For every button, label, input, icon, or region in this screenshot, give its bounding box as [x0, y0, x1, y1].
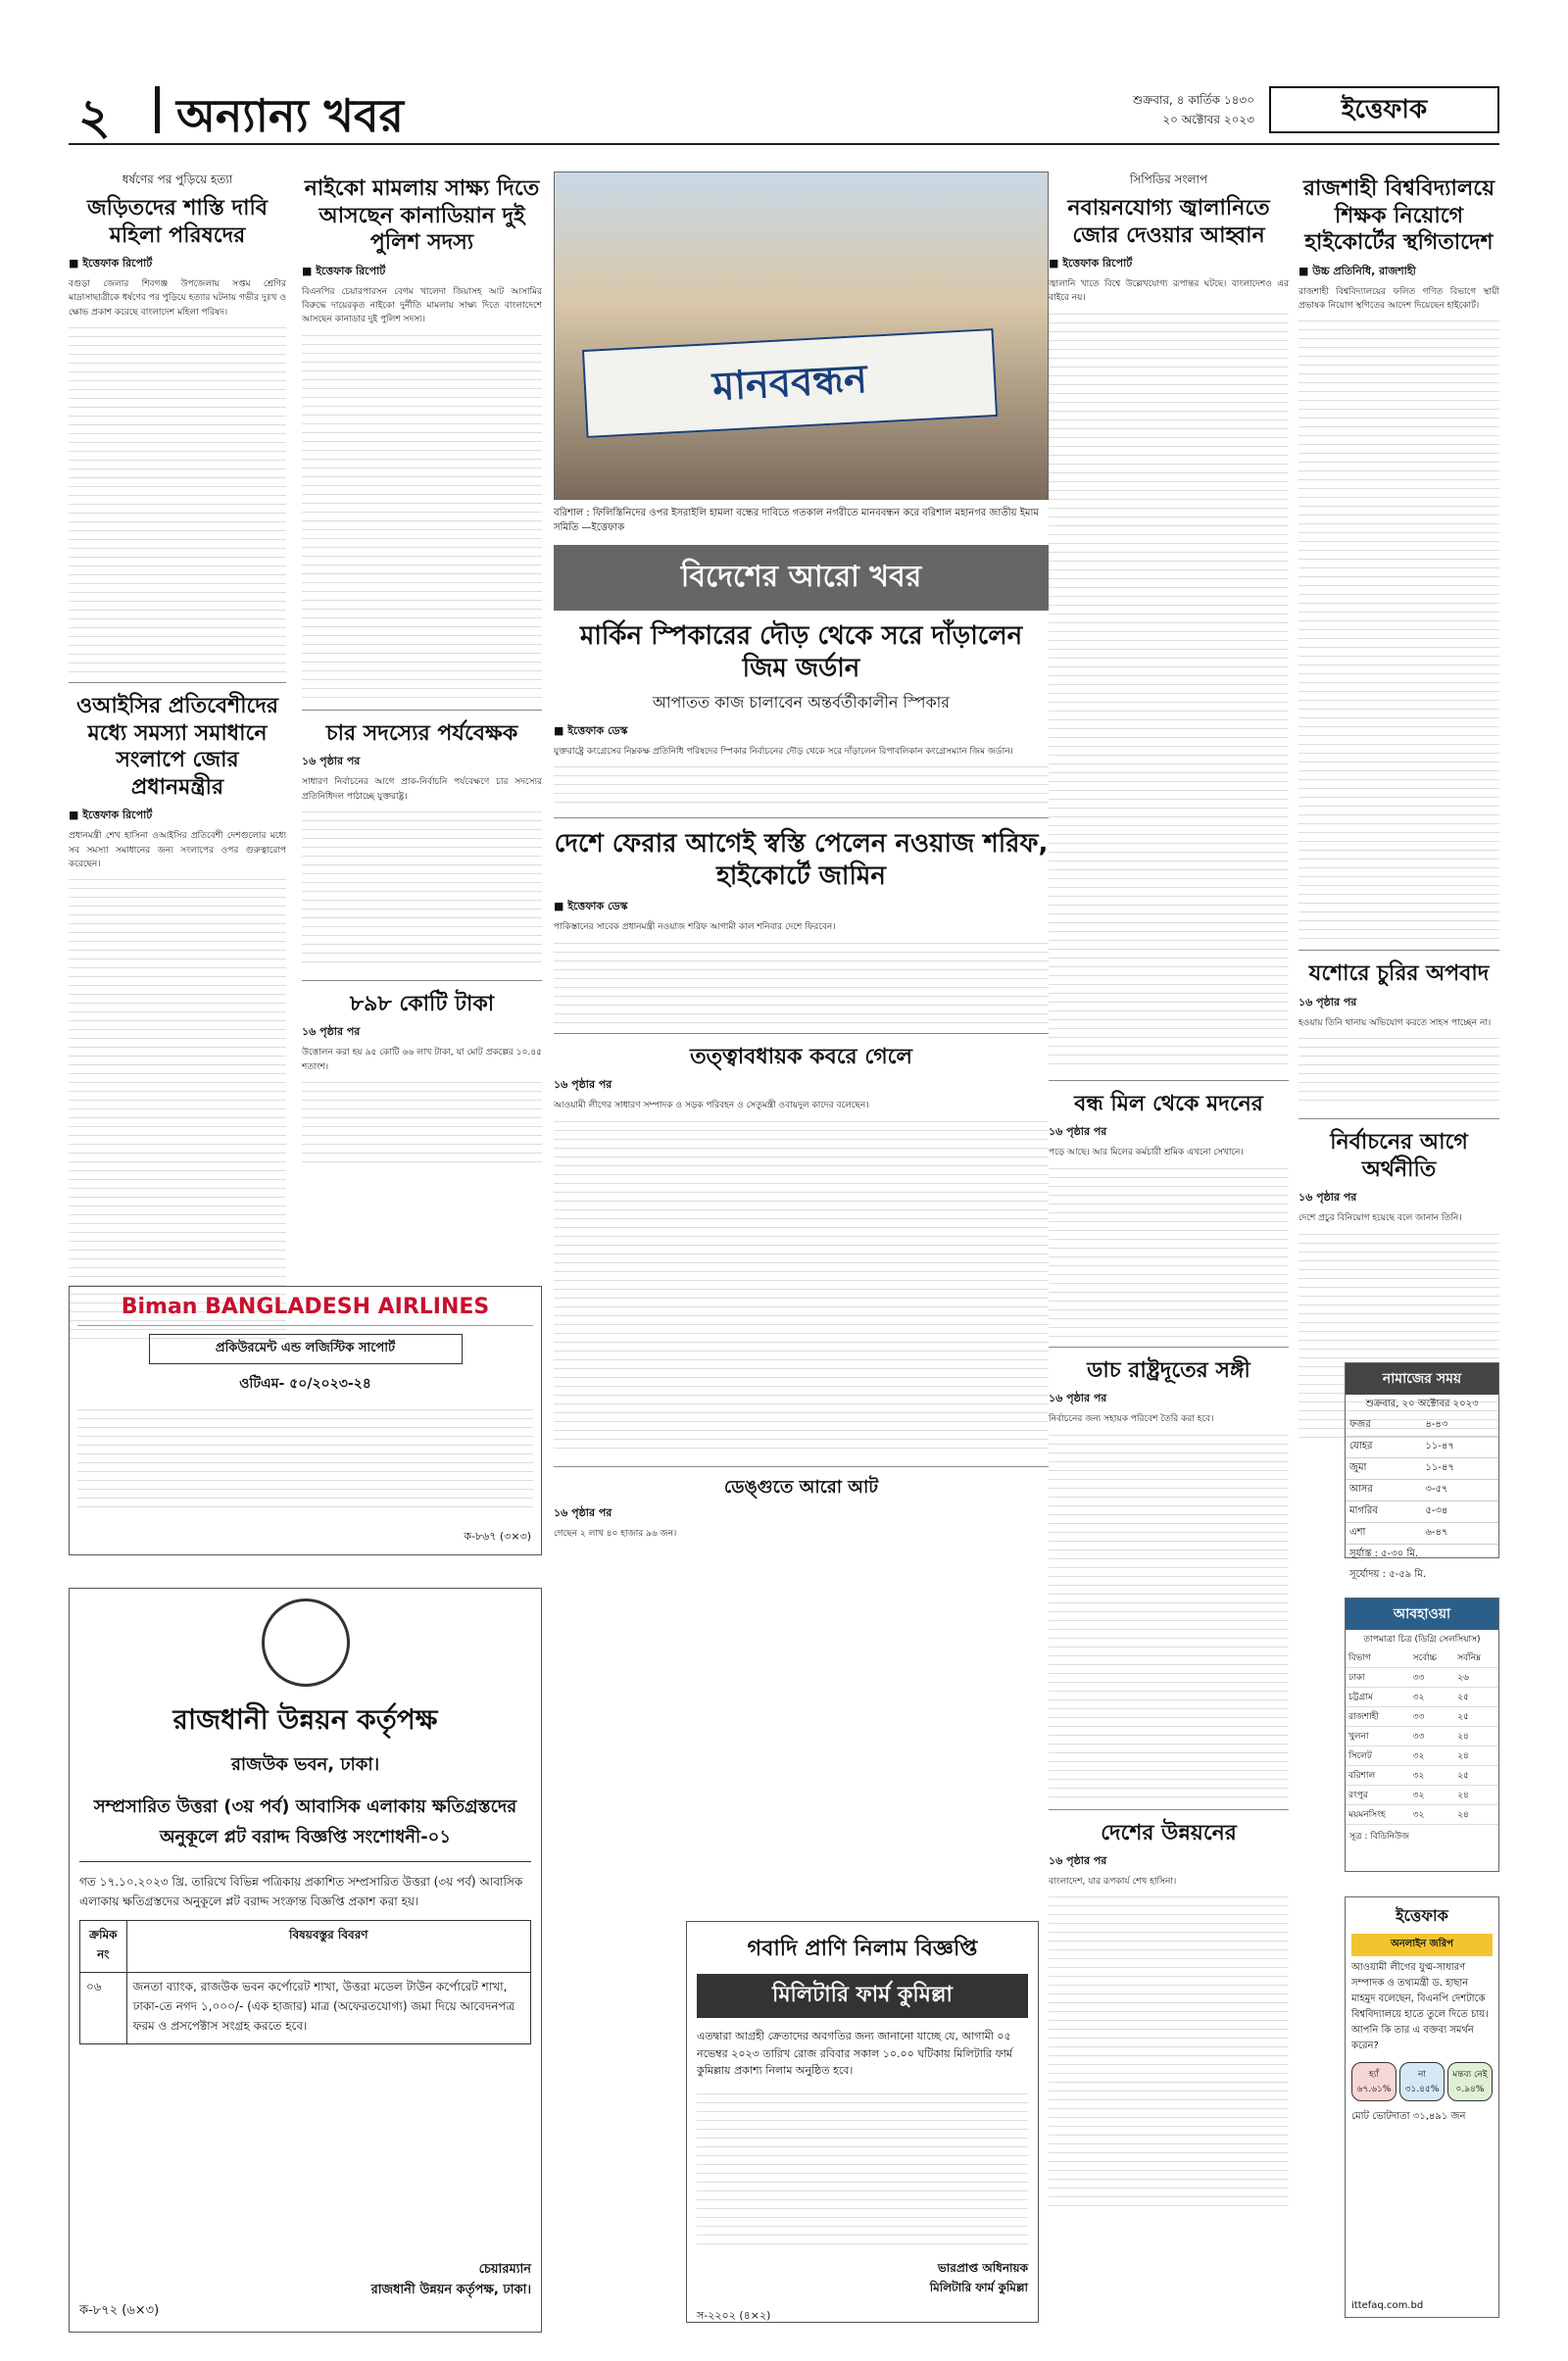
max-temp: ৩৩ [1410, 1727, 1455, 1746]
poll-url[interactable]: ittefaq.com.bd [1351, 2300, 1424, 2311]
table-row [1346, 1480, 1498, 1501]
poll-tag: অনলাইন জরিপ [1351, 1934, 1493, 1956]
table-header: বিষয়বস্তুর বিবরণ [126, 1920, 530, 1972]
poll-no[interactable]: না ৩১.৪৫% [1399, 2062, 1445, 2101]
story-body-filler [1049, 1427, 1289, 1799]
story-byline: ■ ইত্তেফাক রিপোর্ট [1049, 257, 1133, 270]
rajuk-signer-org: রাজধানী উন্নয়ন কর্তৃপক্ষ, ঢাকা। [370, 2283, 531, 2297]
table-header: ক্রমিক নং [80, 1920, 127, 1972]
divider [302, 710, 542, 711]
story-headline[interactable]: রাজশাহী বিশ্ববিদ্যালয়ে শিক্ষক নিয়োগে হাইকোর্টের স্থগিতাদেশ [1302, 176, 1495, 255]
date-bangla: শুক্রবার, ৪ কার্তিক ১৪৩০ [1132, 93, 1254, 107]
prayer-name: যোহর [1346, 1437, 1421, 1458]
story-body-filler [554, 935, 1049, 1023]
biman-reference: ওটিএম- ৫০/২০২৩-২৪ [239, 1376, 371, 1392]
poll-results [1351, 2062, 1493, 2101]
prayer-table [1346, 1415, 1498, 1545]
story-byline: ■ ইত্তেফাক রিপোর্ট [69, 809, 153, 822]
story-headline[interactable]: ৮৯৮ কোটি টাকা [349, 991, 495, 1016]
story-headline[interactable]: নবায়নযোগ্য জ্বালানিতে জোর দেওয়ার আহ্বান [1067, 196, 1270, 248]
poll-question: আওয়ামী লীগের যুগ্ম-সাধারণ সম্পাদক ও তথ্যমন্ত্রী ড. হাছান মাহমুদ বলেছেন, বিএনপি দেশটাকে বিশ্ববিদ্যালয়ে হাতে তুলে দিতে চায়। আপনি কি তার এ বক্তব্য সমর্থন করেন? [1351, 1962, 1489, 2051]
prayer-time: ৫-৩৪ [1421, 1501, 1498, 1523]
auction-signer: ভারপ্রাপ্ত অধিনায়ক [937, 2260, 1028, 2275]
table-header: সর্বনিম্ন [1454, 1648, 1498, 1668]
divider [1298, 950, 1499, 951]
biman-advertisement [69, 1286, 542, 1555]
story-body-filler [1049, 306, 1289, 1070]
min-temp: ২৪ [1454, 1805, 1498, 1825]
ad-code: ক-৮৭২ (৬×৩) [79, 2303, 160, 2318]
story-body: হওয়ায় তিনি থানায় অভিযোগ করতে সাহস পাচ্ছেন না। [1298, 1017, 1492, 1028]
prayer-time: ১১-৪৭ [1421, 1437, 1498, 1458]
story-headline[interactable]: দেশে ফেরার আগেই স্বস্তি পেলেন নওয়াজ শরিফ, হাইকোর্টে জামিন [554, 829, 1049, 891]
prayer-name: মাগরিব [1346, 1501, 1421, 1523]
table-row [1346, 1746, 1498, 1766]
max-temp: ৩৩ [1410, 1668, 1455, 1688]
divider [1298, 1118, 1499, 1119]
story-body-filler [302, 1074, 542, 1162]
biman-department: প্রকিউরমেন্ট এন্ড লজিস্টিক সাপোর্ট [149, 1334, 463, 1364]
story-headline[interactable]: নাইকো মামলায় সাক্ষ্য দিতে আসছেন কানাডিয়ান দুই পুলিশ সদস্য [304, 176, 540, 255]
newspaper-logo: ইত্তেফাক [1269, 86, 1499, 133]
story-body: বাংলাদেশ, যার রূপকার্য শেখ হাসিনা। [1049, 1877, 1177, 1888]
city: বরিশাল [1346, 1766, 1410, 1786]
prayer-name: এশা [1346, 1523, 1421, 1545]
photo-banner-text: মানববন্ধন [711, 356, 868, 411]
story-headline[interactable]: জড়িতদের শাস্তি দাবি মহিলা পরিষদের [87, 196, 268, 248]
city: রংপুর [1346, 1786, 1410, 1805]
prayer-name: জুমা [1346, 1458, 1421, 1480]
min-temp: ২৪ [1454, 1727, 1498, 1746]
city: ঢাকা [1346, 1668, 1410, 1688]
rajuk-address: রাজউক ভবন, ঢাকা। [230, 1754, 380, 1775]
city: ময়মনসিংহ [1346, 1805, 1410, 1825]
max-temp: ৩২ [1410, 1805, 1455, 1825]
table-row [1346, 1805, 1498, 1825]
prayer-time: ১১-৪৭ [1421, 1458, 1498, 1480]
section-title: অন্যান্য খবর [176, 89, 404, 142]
divider [1049, 1809, 1289, 1810]
weather-source: সূত্র : বিডিনিউজ [1349, 1832, 1410, 1842]
story-body: বগুড়া জেলার শিবগঞ্জ উপজেলায় সপ্তম শ্রেণির মাদ্রাসাছাত্রীকে ধর্ষণের পর পুড়িয়ে হত্যার ঘটনায় গভীর দুঃখ ও ক্ষোভ প্রকাশ করেছে বাংলাদেশ মহিলা পরিষদ। [69, 279, 286, 318]
story-body: পাকিস্তানের সাবেক প্রধানমন্ত্রী নওয়াজ শরিফ আগামী কাল শনিবার দেশে ফিরবেন। [554, 922, 836, 933]
story-headline[interactable]: যশোরে চুরির অপবাদ [1308, 961, 1490, 987]
story-body-filler [69, 320, 286, 672]
table-row [1346, 1415, 1498, 1437]
divider [1049, 1347, 1289, 1348]
page-number: ২ [78, 88, 111, 145]
story-kicker: ধর্ষণের পর পুড়িয়ে হত্যা [122, 172, 233, 186]
rajuk-org: রাজধানী উন্নয়ন কর্তৃপক্ষ [172, 1703, 438, 1736]
max-temp: ৩২ [1410, 1786, 1455, 1805]
weather-subtitle: তাপমাত্রা চিত্র (ডিগ্রি সেলসিয়াস) [1363, 1635, 1481, 1645]
story-body: নির্বাচনের জন্য সহায়ক পরিবেশ তৈরি করা হবে। [1049, 1414, 1214, 1425]
city: রাজশাহী [1346, 1707, 1410, 1727]
table-row [80, 1972, 531, 2043]
story-body-filler [1049, 1889, 1289, 2212]
rajuk-intro: গত ১৭.১০.২০২৩ খ্রি. তারিখে বিভিন্ন পত্রিকায় প্রকাশিত সম্প্রসারিত উত্তরা (৩য় পর্ব) আবাসিক এলাকায় ক্ষতিগ্রস্তদের অনুকূলে প্লট বরাদ্দ সংক্রান্ত বিজ্ঞপ্তি প্রকাশ করা হয়। [79, 1875, 523, 1909]
story-byline: ১৬ পৃষ্ঠার পর [1298, 1191, 1357, 1205]
story-body-filler [1298, 313, 1499, 940]
story-body: যুক্তরাষ্ট্রে কংগ্রেসের নিম্নকক্ষ প্রতিনিধি পরিষদের স্পিকার নির্বাচনের দৌড় থেকে সরে দাঁড়ালেন রিপাবলিকান কংগ্রেসম্যান জিম জর্ডান। [554, 747, 1013, 757]
story-byline: ১৬ পৃষ্ঠার পর [1049, 1392, 1107, 1405]
prayer-time: ৪-৪৩ [1421, 1415, 1498, 1437]
weather-box [1345, 1598, 1499, 1872]
min-temp: ২৬ [1454, 1668, 1498, 1688]
auction-body-filler [697, 2086, 1028, 2252]
story-body: দেশে প্রচুর বিনিয়োগ হয়েছে বলে জানান তিনি। [1298, 1213, 1462, 1224]
min-temp: ২৪ [1454, 1786, 1498, 1805]
story-byline: ১৬ পৃষ্ঠার পর [302, 755, 361, 768]
sunrise-time: সূর্যোদয় : ৫-৫৯ মি. [1349, 1569, 1427, 1580]
story-byline: ■ ইত্তেফাক রিপোর্ট [69, 257, 153, 270]
table-row [1346, 1786, 1498, 1805]
prayer-date: শুক্রবার, ২০ অক্টোবর ২০২৩ [1365, 1399, 1479, 1409]
max-temp: ৩২ [1410, 1746, 1455, 1766]
divider [302, 980, 542, 981]
city: চট্টগ্রাম [1346, 1688, 1410, 1707]
divider [1049, 1080, 1289, 1081]
table-row [1346, 1727, 1498, 1746]
masthead [69, 76, 1499, 145]
sunset-time: সূর্যাস্ত : ৫-৩০ মি. [1349, 1549, 1419, 1559]
column-5 [1298, 172, 1499, 1442]
city: খুলনা [1346, 1727, 1410, 1746]
prayer-time: ৩-৫৭ [1421, 1480, 1498, 1501]
table-header: সর্বোচ্চ [1410, 1648, 1455, 1668]
table-row [1346, 1501, 1498, 1523]
story-body: বিএনপির চেয়ারপারসন বেগম খালেদা জিয়াসহ আট আসামির বিরুদ্ধে দায়েরকৃত নাইকো দুর্নীতি মামলায় সাক্ষ্য দিতে বাংলাদেশে আসছেন কানাডার দুই পুলিশ সদস্য। [302, 286, 542, 325]
prayer-name: ফজর [1346, 1415, 1421, 1437]
story-body: পড়ে আছে। আর মিলের কর্মচারী শ্রমিক এখনো সেখানে। [1049, 1148, 1244, 1158]
table-row [1346, 1766, 1498, 1786]
military-farm-advertisement [686, 1921, 1039, 2323]
poll-yes[interactable]: হ্যাঁ ৬৭.৬১% [1351, 2062, 1396, 2101]
story-kicker: সিপিডির সংলাপ [1129, 172, 1208, 186]
story-body: আওয়ামী লীগের সাধারণ সম্পাদক ও সড়ক পরিবহন ও সেতুমন্ত্রী ওবায়দুল কাদের বলেছেন। [554, 1101, 869, 1111]
rajuk-signer: চেয়ারম্যান [478, 2262, 531, 2277]
online-poll-box [1345, 1896, 1499, 2318]
story-body: গেছেন ২ লাখ ৪০ হাজার ৯৬ জন। [554, 1529, 677, 1540]
table-row [1346, 1437, 1498, 1458]
story-subhead: আপাতত কাজ চালাবেন অন্তর্বর্তীকালীন স্পিকার [652, 693, 951, 712]
story-body: রাজশাহী বিশ্ববিদ্যালয়ের ফলিত গণিত বিভাগে স্থায়ী প্রভাষক নিয়োগ স্থগিতের আদেশ দিয়েছেন হাইকোর্ট। [1298, 286, 1499, 311]
table-row [1346, 1707, 1498, 1727]
poll-total: মোট ভোটদাতা ৩১,৪৯১ জন [1351, 2111, 1466, 2122]
story-body-filler [302, 327, 542, 700]
column-2 [302, 172, 542, 1162]
story-headline[interactable]: ওআইসির প্রতিবেশীদের মধ্যে সমস্যা সমাধানে সংলাপে জোর প্রধানমন্ত্রীর [75, 694, 278, 800]
column-1 [69, 172, 286, 1342]
story-byline: ১৬ পৃষ্ঠার পর [554, 1506, 612, 1520]
story-body-filler [302, 804, 542, 970]
news-photo [554, 172, 1049, 500]
story-body-filler [1049, 1160, 1289, 1337]
rajuk-table [79, 1920, 531, 2044]
city: সিলেট [1346, 1746, 1410, 1766]
story-headline[interactable]: মার্কিন স্পিকারের দৌড় থেকে সরে দাঁড়ালেন জিম জর্ডান [579, 621, 1023, 683]
divider [554, 1466, 1049, 1467]
column-3 [554, 172, 1049, 1542]
min-temp: ২৫ [1454, 1766, 1498, 1786]
photo-banner [582, 328, 998, 438]
story-body: জ্বালানি খাতে বিশ্বে উল্লেখযোগ্য রূপান্তর ঘটছে। বাংলাদেশও এর বাইরে নয়। [1049, 279, 1289, 304]
weather-title: আবহাওয়া [1346, 1599, 1498, 1630]
divider [69, 682, 286, 683]
prayer-times-box [1345, 1362, 1499, 1580]
poll-no-comment[interactable]: মন্তব্য নেই ০.৯৪% [1447, 2062, 1493, 2101]
table-row [1346, 1458, 1498, 1480]
table-cell: ০৬ [80, 1972, 127, 2043]
min-temp: ২৪ [1454, 1746, 1498, 1766]
story-byline: ■ ইত্তেফাক রিপোর্ট [302, 264, 386, 277]
auction-heading: গবাদি প্রাণি নিলাম বিজ্ঞপ্তি [747, 1937, 978, 1961]
column-4 [1049, 172, 1289, 2212]
story-byline: ১৬ পৃষ্ঠার পর [1049, 1125, 1107, 1139]
photo-caption: বরিশাল : ফিলিস্তিনিদের ওপর ইসরাইলি হামলা বন্ধের দাবিতে গতকাল নগরীতে মানববন্ধন করে বরিশাল মহানগর জাতীয় ইমাম সমিতি —ইত্তেফাক [554, 508, 1039, 533]
table-cell: জনতা ব্যাংক, রাজউক ভবন কর্পোরেট শাখা, উত্তরা মডেল টাউন কর্পোরেট শাখা, ঢাকা-তে নগদ ১,০০০/- (এক হাজার) মাত্র (অফেরতযোগ্য) জমা দিয়ে আবেদনপত্র ফরম ও প্রসপেক্টাস সংগ্রহ করতে হবে। [126, 1972, 530, 2043]
masthead-divider [155, 86, 160, 133]
story-headline[interactable]: দেশের উন্নয়নের [1101, 1820, 1237, 1845]
story-headline[interactable]: ডেঙ্গুতে আরো আট [723, 1476, 879, 1498]
section-bar: বিদেশের আরো খবর [554, 545, 1049, 611]
prayer-time: ৬-৪৭ [1421, 1523, 1498, 1545]
date-english: ২০ অক্টোবর ২০২৩ [1162, 113, 1254, 126]
poll-logo: ইত্তেফাক [1396, 1906, 1448, 1925]
story-headline[interactable]: বন্ধ মিল থেকে মদনের [1074, 1091, 1263, 1116]
prayer-title: নামাজের সময় [1346, 1363, 1498, 1395]
rajuk-footer [79, 2260, 531, 2322]
auction-body: এতদ্বারা আগ্রহী ক্রেতাদের অবগতির জন্য জানানো যাচ্ছে যে, আগামী ০৫ নভেম্বর ২০২৩ তারিখ রোজ রবিবার সকাল ১০.০০ ঘটিকায় মিলিটারি ফার্ম কুমিল্লায় প্রকাশ্য নিলাম অনুষ্ঠিত হবে। [697, 2030, 1012, 2078]
min-temp: ২৫ [1454, 1707, 1498, 1727]
divider [554, 817, 1049, 818]
story-body-filler [69, 871, 286, 1342]
story-body: উত্তোলন করা হয় ৯৫ কোটি ৬৬ লাখ টাকা, যা মোট প্রকল্পের ১০.৪৫ শতাংশ। [302, 1048, 542, 1072]
max-temp: ৩২ [1410, 1688, 1455, 1707]
story-byline: ১৬ পৃষ্ঠার পর [554, 1078, 612, 1092]
story-byline: ■ ইত্তেফাক ডেস্ক [554, 900, 628, 913]
story-headline[interactable]: চার সদস্যের পর্যবেক্ষক [325, 720, 518, 746]
ad-code: স-২২০২ (৪×২) [697, 2308, 771, 2322]
story-byline: ■ উচ্চ প্রতিনিধি, রাজশাহী [1298, 264, 1416, 277]
divider [554, 1033, 1049, 1034]
story-body-filler [1298, 1030, 1499, 1108]
auction-signer-org: মিলিটারি ফার্ম কুমিল্লা [929, 2280, 1028, 2294]
weather-table [1346, 1648, 1498, 1825]
table-row [1346, 1648, 1498, 1668]
rajuk-advertisement [69, 1588, 542, 2333]
table-row [1346, 1668, 1498, 1688]
table-header: বিভাগ [1346, 1648, 1410, 1668]
rajuk-seal-icon [262, 1599, 350, 1687]
date-block [1133, 90, 1254, 129]
story-headline[interactable]: ডাচ রাষ্ট্রদূতের সঙ্গী [1087, 1357, 1250, 1383]
table-row [1346, 1688, 1498, 1707]
story-byline: ১৬ পৃষ্ঠার পর [302, 1025, 361, 1039]
story-body-filler [554, 759, 1049, 808]
prayer-name: আসর [1346, 1480, 1421, 1501]
story-byline: ■ ইত্তেফাক ডেস্ক [554, 724, 628, 737]
story-byline: ১৬ পৃষ্ঠার পর [1049, 1854, 1107, 1868]
story-headline[interactable]: তত্ত্বাবধায়ক কবরে গেলে [690, 1044, 912, 1069]
max-temp: ৩২ [1410, 1766, 1455, 1786]
table-row [1346, 1523, 1498, 1545]
auction-organization: মিলিটারি ফার্ম কুমিল্লা [697, 1974, 1028, 2018]
ad-code: ক-৮৬৭ (৩×৩) [464, 1530, 531, 1543]
max-temp: ৩৩ [1410, 1707, 1455, 1727]
story-body: সাধারণ নির্বাচনের আগে প্রাক-নির্বাচনি পর্যবেক্ষণে চার সদস্যের প্রতিনিধিদল পাঠাচ্ছে যুক্তরাষ্ট্র। [302, 777, 542, 802]
biman-logo: Biman BANGLADESH AIRLINES [77, 1295, 533, 1326]
story-body-filler [554, 1113, 1049, 1456]
story-byline: ১৬ পৃষ্ঠার পর [1298, 995, 1357, 1008]
min-temp: ২৫ [1454, 1688, 1498, 1707]
story-headline[interactable]: নির্বাচনের আগে অর্থনীতি [1330, 1130, 1468, 1182]
rajuk-title: সম্প্রসারিত উত্তরা (৩য় পর্ব) আবাসিক এলাকায় ক্ষতিগ্রস্তদের অনুকূলে প্লট বরাদ্দ বিজ্ঞপ্তি সংশোধনী-০১ [79, 1793, 531, 1862]
story-body: প্রধানমন্ত্রী শেখ হাসিনা ওআইসির প্রতিবেশী দেশগুলোর মধ্যে সব সমস্যা সমাধানের জন্য সংলাপের ওপর গুরুত্বারোপ করেছেন। [69, 831, 286, 869]
biman-body-filler [77, 1402, 533, 1509]
